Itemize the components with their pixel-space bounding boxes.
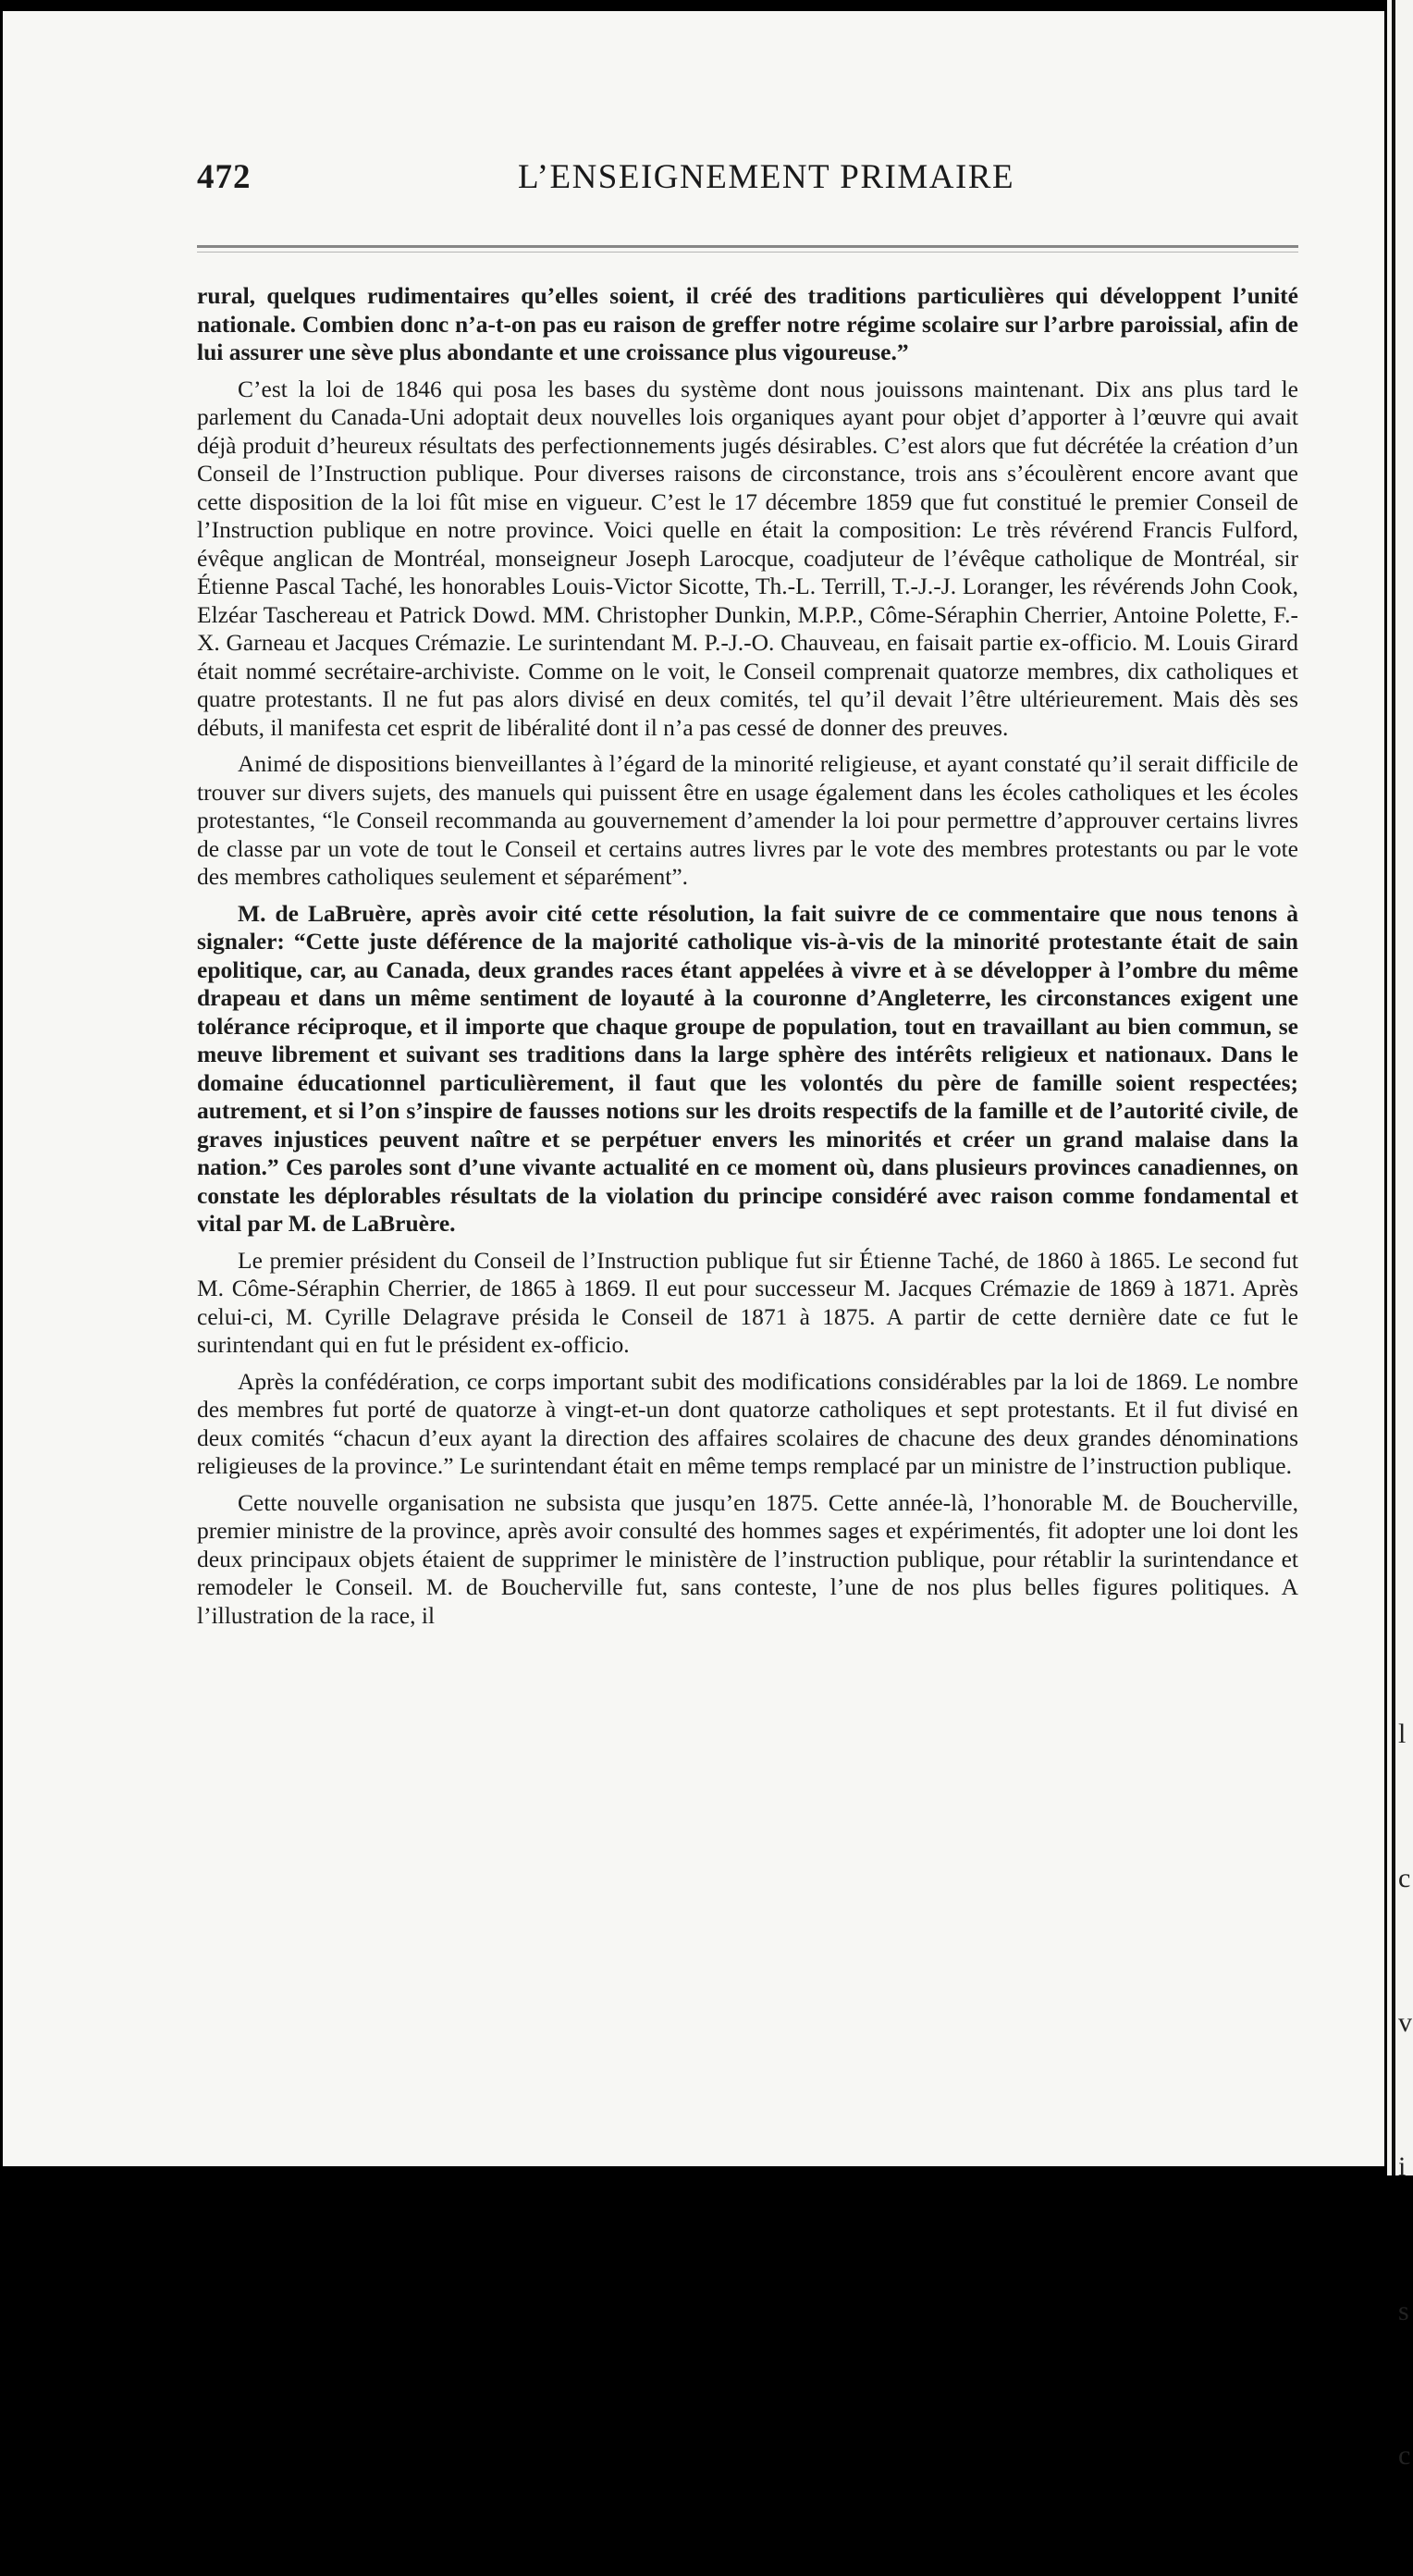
paragraph: rural, quelques rudimentaires qu’elles soient, il créé des traditions particulières qui développent l’unité nationale. Combien donc n’a-t-on pas eu raison de greffer notre régime scolaire sur l’arbre paroissial, afin de lui assurer une sève plus abondante et une croissance plus vigoureuse.” [197,282,1298,365]
header-rule-thin [197,252,1298,253]
adjacent-page-text-fragments [1398,1614,1413,2576]
edge-fragment: v [1398,2007,1412,2038]
page-header [197,157,1298,209]
paragraph: Cette nouvelle organisation ne subsista que jusqu’en 1875. Cette année-là, l’honorable M. de Boucherville, premier ministre de la province, après avoir consulté des hommes sages et expérimentés, fit adopter une loi dont les deux principaux objets étaient de supprimer le ministère de l’instruction publique, pour rétablir la surintendance et remodeler le Conseil. M. de Boucherville fut, sans conteste, l’une de nos plus belles figures politiques. A l’illustration de la race, il [197,1488,1298,1629]
edge-fragment: c [1398,2440,1411,2471]
paragraph: C’est la loi de 1846 qui posa les bases du système dont nous jouissons maintenant. Dix ans plus tard le parlement du Canada-Uni adoptait deux nouvelles lois organiques ayant pour objet d’apporter à l’œuvre qui avait déjà produit d’heureux résultats des perfectionnements jugés désirables. C’est alors que fut décrétée la création d’un Conseil de l’Instruction publique. Pour diverses raisons de circonstance, trois ans s’écoulèrent encore avant que cette disposition de la loi fût mise en vigueur. C’est le 17 décembre 1859 que fut constitué le premier Conseil de l’Instruction publique en notre province. Voici quelle en était la composition: Le très révérend Francis Fulford, évêque anglican de Montréal, monseigneur Joseph Larocque, coadjuteur de l’évêque catholique de Montréal, sir Étienne Pascal Taché, les honorables Louis-Victor Sicotte, Th.-L. Terrill, T.-J.-J. Loranger, les révérends John Cook, Elzéar Taschereau et Patrick Dowd. MM. Christopher Dunkin, M.P.P., Côme-Séraphin Cherrier, Antoine Polette, F.-X. Garneau et Jacques Crémazie. Le surintendant M. P.-J.-O. Chauveau, en faisait partie ex-officio. M. Louis Girard était nommé secrétaire-archiviste. Comme on le voit, le Conseil comprenait quatorze membres, dix catholiques et quatre protestants. Il ne fut pas alors divisé en deux comités, tel qu’il devait l’être ultérieurement. Mais dès ses débuts, il manifesta cet esprit de libéralité dont il n’a pas cessé de donner des preuves. [197,375,1298,741]
edge-fragment: l [1398,1719,1407,1749]
page-gutter-shadow [1392,0,1395,2175]
paragraph: Après la confédération, ce corps important subit des modifications considérables par la loi de 1869. Le nombre des membres fut porté de quatorze à vingt-et-un dont quatorze catholiques et sept protestants. Et il fut divisé en deux comités “chacun d’eux ayant la direction des affaires scolaires de chacune des deux grandes dénominations religieuses de la province.” Le surintendant était en même temps remplacé par un ministre de l’instruction publique. [197,1367,1298,1479]
paragraph: Animé de dispositions bienveillantes à l’égard de la minorité religieuse, et ayant constaté qu’il serait difficile de trouver sur divers sujets, des manuels qui puissent être en usage également dans les écoles catholiques et les écoles protestantes, “le Conseil recommanda au gouvernement d’amender la loi pour permettre d’approuver certains livres de classe par un vote de tout le Conseil et certains autres livres par le vote des membres protestants ou par le vote des membres catholiques seulement et séparément”. [197,750,1298,890]
running-title: L’ENSEIGNEMENT PRIMAIRE [517,158,1015,196]
edge-fragment: i [1398,2151,1407,2182]
header-rule [197,245,1298,248]
edge-fragment: s [1398,2296,1409,2326]
page-number: 472 [197,158,252,196]
edge-fragment: c [1398,1863,1411,1893]
paragraph: M. de LaBruère, après avoir cité cette résolution, la fait suivre de ce commentaire que nous tenons à signaler: “Cette juste déférence de la majorité catholique vis-à-vis de la minorité protestante était de sain epolitique, car, au Canada, deux grandes races étant appelées à vivre et à se développer à l’ombre du même drapeau et dans un même sentiment de loyauté à la couronne d’Angleterre, les circonstances exigent une tolérance réciproque, et il importe que chaque groupe de population, tout en travaillant au bien commun, se meuve librement et suivant ses traditions dans la large sphère des intérêts religieux et nationaux. Dans le domaine éducationnel particulièrement, il faut que les volontés du père de famille soient respectées; autrement, et si l’on s’inspire de fausses notions sur les droits respectifs de la famille et de l’autorité civile, de graves injustices peuvent naître et se perpétuer envers les minorités et créer un grand malaise dans la nation.” Ces paroles sont d’une vivante actualité en ce moment où, dans plusieurs provinces canadiennes, on constate les déplorables résultats de la violation du principe considéré avec raison comme fondamental et vital par M. de LaBruère. [197,899,1298,1237]
adjacent-page-edge [1387,0,1413,2471]
body-text [197,282,1298,1638]
paragraph: Le premier président du Conseil de l’Instruction publique fut sir Étienne Taché, de 1860 à 1865. Le second fut M. Côme-Séraphin Cherrier, de 1865 à 1869. Il eut pour successeur M. Jacques Crémazie de 1869 à 1871. Après celui-ci, M. Cyrille Delagrave présida le Conseil de 1871 à 1875. A partir de cette dernière date ce fut le surintendant qui en fut le président ex-officio. [197,1246,1298,1358]
